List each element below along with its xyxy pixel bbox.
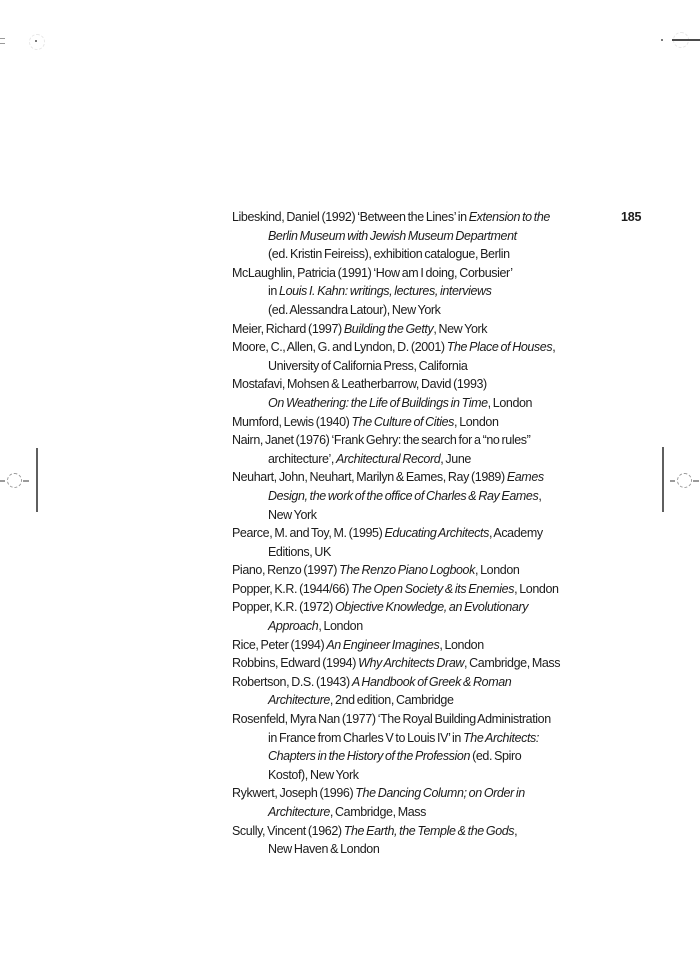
bib-text: , London (439, 637, 484, 652)
bib-text-italic: The Earth, the Temple & the Gods (343, 823, 515, 838)
bib-line (232, 375, 632, 394)
bib-text: , (514, 823, 518, 838)
bib-text: in (268, 284, 280, 299)
bib-line (232, 431, 632, 450)
bib-text: , (552, 340, 556, 355)
bib-text: Robertson, D.S. (1943) (232, 674, 352, 689)
bib-text: Robbins, Edward (1994) (232, 656, 359, 671)
bib-text-italic: Educating Architects (384, 526, 489, 541)
bib-text-italic: A Handbook of Greek & Roman (351, 674, 512, 689)
bib-line (232, 803, 632, 822)
bib-line (232, 487, 632, 506)
registration-ghost-top-left-icon (29, 34, 45, 50)
bib-line (232, 413, 632, 432)
bib-text: Editions, UK (268, 544, 331, 559)
bib-text-italic: Extension to the (468, 210, 550, 224)
bib-text: Libeskind, Daniel (1992) ‘Between the Lines’ in (232, 210, 469, 224)
bib-text: Moore, C., Allen, G. and Lyndon, D. (2001) (232, 340, 447, 355)
bib-text: New York (268, 507, 317, 522)
bib-text-italic: The Architects: (463, 730, 539, 745)
bib-text: Kostof), New York (268, 767, 359, 782)
bib-text-italic: Eames (506, 470, 544, 485)
bib-text: , London (514, 581, 559, 596)
bib-text-italic: Architecture (268, 805, 330, 819)
bib-text-italic: Why Architects Draw (358, 656, 465, 671)
bib-line (232, 264, 632, 283)
bib-text: Popper, K.R. (1972) (232, 600, 335, 615)
bib-line (232, 747, 632, 766)
bib-text: , London (487, 395, 533, 410)
bib-line (232, 208, 632, 227)
bib-text-italic: Berlin Museum with Jewish Museum Department (268, 228, 517, 243)
bib-line (232, 561, 632, 580)
registration-dash-left-inner-icon (23, 480, 29, 482)
bib-text: (ed. Kristin Feireiss), exhibition catalogue, Berlin (268, 247, 510, 262)
bib-line (232, 636, 632, 655)
bib-text: , (538, 488, 542, 503)
bib-line (232, 691, 632, 710)
bib-text-italic: An Engineer Imagines (326, 637, 440, 652)
bib-text-italic: On Weathering: the Life of Buildings in Time (268, 395, 488, 410)
bib-text-italic: The Open Society & its Enemies (351, 581, 515, 596)
bib-line (232, 227, 632, 246)
bib-line (232, 301, 632, 320)
bib-line (232, 822, 632, 841)
bib-text: McLaughlin, Patricia (1991) ‘How am I doing, Corbusier’ (232, 265, 513, 280)
bib-text: , London (454, 414, 499, 429)
bib-text: Neuhart, John, Neuhart, Marilyn & Eames, Ray (1989) (232, 470, 507, 485)
bib-text-italic: Architectural Record (336, 451, 441, 466)
bib-text-italic: Building the Getty (343, 321, 434, 336)
bib-line (232, 598, 632, 617)
bib-text: , Academy (488, 526, 543, 541)
bib-line (232, 245, 632, 264)
bib-text-italic: Design, the work of the office of Charles & Ray Eames (268, 488, 539, 503)
bib-text-italic: Chapters in the History of the Profession (268, 749, 471, 764)
bib-text: University of California Press, California (268, 358, 468, 373)
bib-text-italic: The Renzo Piano Logbook (339, 563, 475, 578)
registration-dash-right-outer-icon (693, 480, 699, 482)
bib-text: , London (318, 619, 363, 634)
bib-line (232, 673, 632, 692)
bib-line (232, 766, 632, 785)
bib-line (232, 840, 632, 859)
bib-text-italic: Architecture (268, 693, 330, 708)
bib-text-italic: The Place of Houses (446, 340, 553, 355)
bib-line (232, 543, 632, 562)
bib-text: architecture’, (268, 451, 337, 466)
bib-text-italic: The Dancing Column; on Order in (355, 786, 525, 801)
bib-text: , Cambridge, Mass (329, 805, 427, 819)
registration-dash-left-outer-icon (0, 480, 5, 482)
bib-text: Meier, Richard (1997) (232, 321, 344, 336)
bib-text: Mumford, Lewis (1940) (232, 414, 352, 429)
bib-text: Scully, Vincent (1962) (232, 823, 344, 838)
bib-line (232, 450, 632, 469)
bib-text: , Cambridge, Mass (464, 656, 561, 671)
bib-text: , London (474, 563, 520, 578)
bib-text: , New York (433, 321, 488, 336)
bibliography (232, 208, 632, 859)
bib-text: , 2nd edition, Cambridge (329, 693, 454, 708)
bib-line (232, 468, 632, 487)
bib-text: Mostafavi, Mohsen & Leatherbarrow, David (1993) (232, 377, 487, 392)
registration-dot-top-left-icon (35, 40, 37, 42)
bib-line (232, 524, 632, 543)
bib-text: Nairn, Janet (1976) ‘Frank Gehry: the search for a “no rules” (232, 433, 531, 448)
bib-text: (ed. Spiro (470, 749, 522, 764)
bib-text: Pearce, M. and Toy, M. (1995) (232, 526, 385, 541)
bib-line (232, 654, 632, 673)
bib-line (232, 357, 632, 376)
page-number: 185 (621, 210, 642, 224)
bib-text-italic: Approach (268, 619, 319, 634)
registration-dash-right-inner-icon (670, 480, 675, 482)
bib-text: Popper, K.R. (1944/66) (232, 581, 352, 596)
registration-circle-left-icon (7, 473, 22, 488)
bib-text-italic: The Culture of Cities (351, 414, 455, 429)
bib-text: Rice, Peter (1994) (232, 637, 327, 652)
bib-text: Rykwert, Joseph (1996) (232, 786, 356, 801)
bib-line (232, 784, 632, 803)
bib-line (232, 580, 632, 599)
bib-text: Piano, Renzo (1997) (232, 563, 340, 578)
registration-circle-right-icon (677, 473, 692, 488)
bib-line (232, 282, 632, 301)
bib-text: (ed. Alessandra Latour), New York (268, 302, 441, 317)
bib-text-italic: Objective Knowledge, an Evolutionary (334, 600, 529, 615)
bib-line (232, 506, 632, 525)
trim-line-top-right-icon (672, 39, 700, 41)
bib-text: Rosenfeld, Myra Nan (1977) ‘The Royal Building Administration (232, 712, 551, 727)
bib-line (232, 394, 632, 413)
bib-line (232, 338, 632, 357)
bib-text: , June (440, 451, 471, 466)
trim-line-left-icon (36, 448, 38, 512)
bib-text: in France from Charles V to Louis IV’ in (268, 730, 464, 745)
trim-line-right-icon (662, 447, 664, 512)
bib-line (232, 710, 632, 729)
bib-text-italic: Louis I. Kahn: writings, lectures, interviews (279, 284, 492, 299)
bib-line (232, 617, 632, 636)
bib-line (232, 729, 632, 748)
trim-tick-top-left-icon (0, 38, 5, 44)
bib-text: New Haven & London (268, 842, 380, 857)
registration-dot-top-right-icon (661, 39, 663, 41)
bib-line (232, 320, 632, 339)
